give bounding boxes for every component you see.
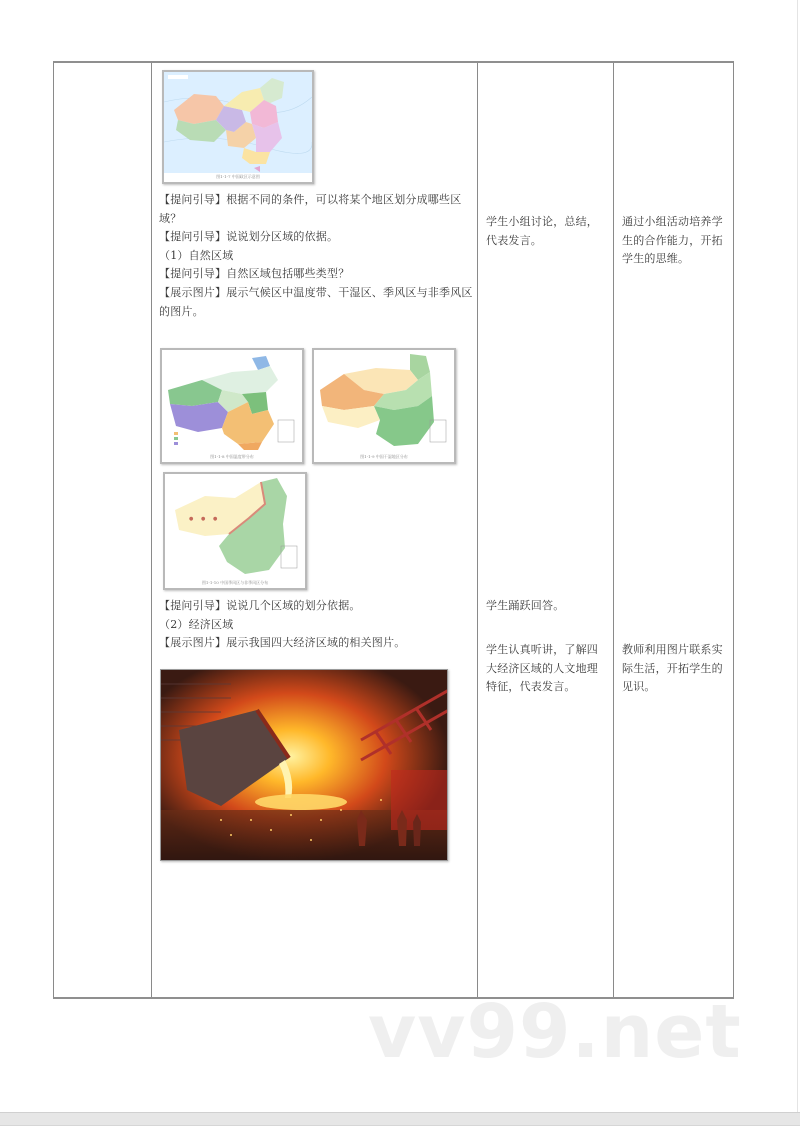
lesson-plan-table bbox=[53, 61, 734, 999]
svg-text:●: ● bbox=[213, 516, 218, 522]
monsoon-map-icon bbox=[165, 474, 305, 588]
watermark: vv99.net bbox=[368, 989, 742, 1075]
cell-stage bbox=[54, 63, 151, 997]
temperature-zones-map-image bbox=[160, 348, 304, 464]
svg-text:●: ● bbox=[201, 516, 206, 522]
temperature-map-icon bbox=[162, 350, 302, 462]
design-intent-2: 教师利用图片联系实际生活，开拓学生的见识。 bbox=[622, 643, 723, 694]
cell-student-activity bbox=[478, 63, 613, 997]
student-activity-3: 学生认真听讲，了解四大经济区域的人文地理特征，代表发言。 bbox=[486, 643, 598, 694]
page-bottom-bar bbox=[0, 1112, 800, 1126]
section-natural-regions: （1）自然区域 bbox=[159, 248, 234, 262]
show-images-2: 【展示图片】展示我国四大经济区域的相关图片。 bbox=[159, 636, 406, 650]
image-caption: 图1-1-9 中国干湿地区分布 bbox=[360, 454, 408, 459]
design-intent-1: 通过小组活动培养学生的合作能力，开拓学生的思维。 bbox=[622, 215, 723, 266]
china-map-icon bbox=[164, 72, 312, 182]
cell-teacher-activity bbox=[152, 63, 477, 997]
steel-mill-photo bbox=[160, 669, 448, 861]
image-caption: 图1-1-10 中国季风区与非季风区分布 bbox=[201, 580, 269, 585]
page-edge bbox=[797, 0, 798, 1112]
student-activity-2: 学生踊跃回答。 bbox=[486, 599, 565, 612]
steel-pouring-icon bbox=[161, 670, 448, 861]
student-activity-1: 学生小组讨论，总结，代表发言。 bbox=[486, 215, 598, 247]
cell-design-intent bbox=[614, 63, 734, 997]
svg-text:●: ● bbox=[189, 516, 194, 522]
question-guide-2: 【提问引导】说说划分区域的依据。 bbox=[159, 230, 339, 244]
image-caption: 图1-1-7 中国政区示意图 bbox=[216, 174, 260, 179]
image-caption: 图1-1-8 中国温度带分布 bbox=[210, 454, 254, 459]
dry-wet-map-icon bbox=[314, 350, 454, 462]
question-guide-3: 【提问引导】自然区域包括哪些类型？ bbox=[159, 267, 350, 281]
show-images-1: 【展示图片】展示气候区中温度带、干湿区、季风区与非季风区的图片。 bbox=[159, 285, 473, 318]
china-administrative-map-image bbox=[162, 70, 314, 184]
section-economic-regions: （2）经济区域 bbox=[159, 617, 234, 631]
monsoon-regions-map-image bbox=[163, 472, 307, 590]
dry-wet-regions-map-image bbox=[312, 348, 456, 464]
question-guide-1: 【提问引导】根据不同的条件，可以将某个地区划分成哪些区域？ bbox=[159, 193, 462, 225]
question-guide-4: 【提问引导】说说几个区域的划分依据。 bbox=[159, 599, 361, 612]
